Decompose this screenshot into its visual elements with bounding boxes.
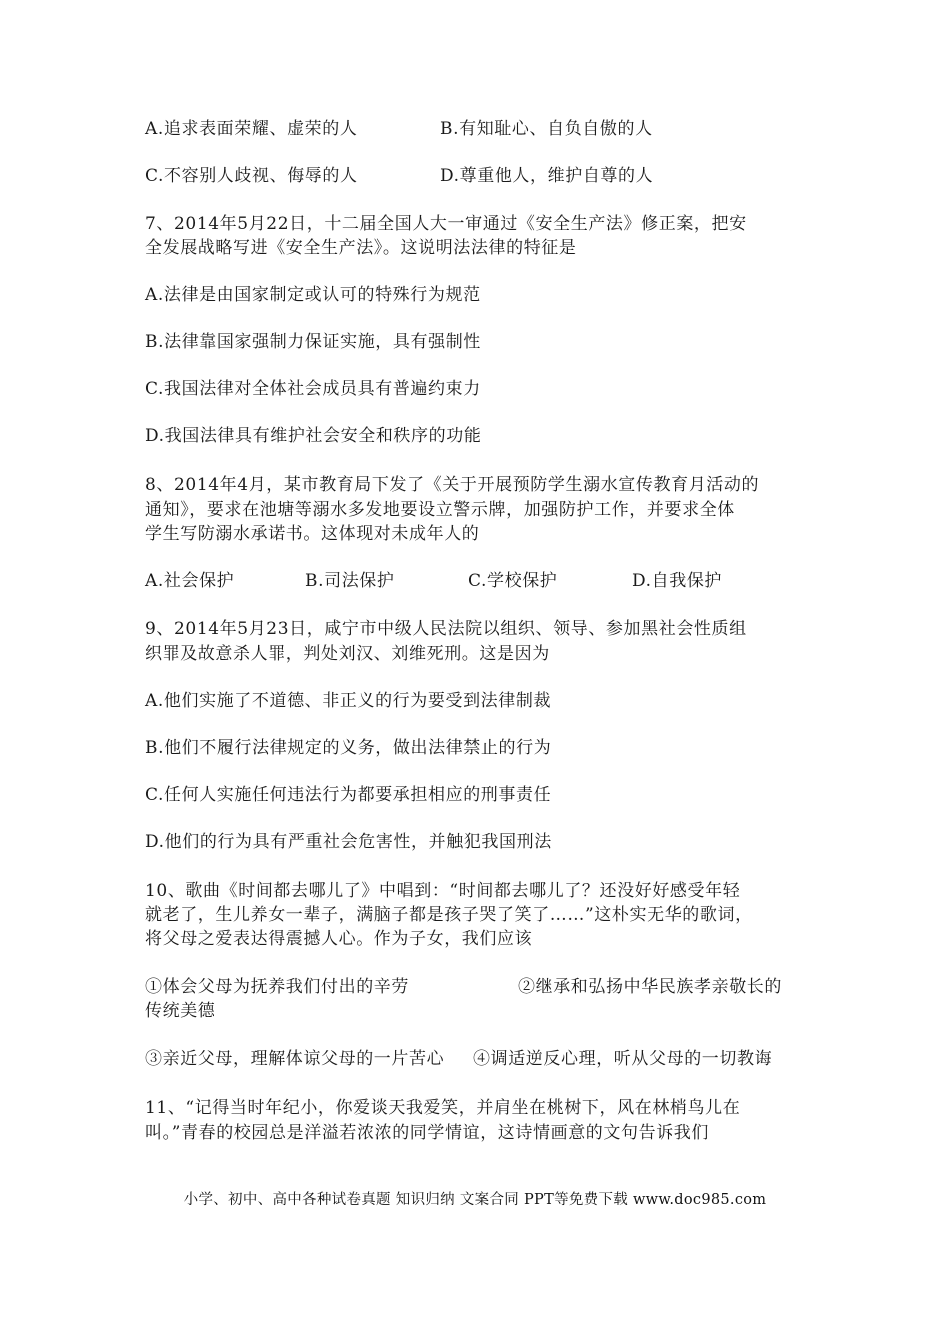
q8-option-b: B.司法保护 [305,571,395,591]
q10-stem-line-2: 就老了，生儿养女一辈子，满脑子都是孩子哭了笑了……”这朴实无华的歌词， [145,905,753,925]
q10-item-3: ③亲近父母，理解体谅父母的一片苦心 [145,1049,445,1069]
q8-stem-line-3: 学生写防溺水承诺书。这体现对未成年人的 [145,524,480,544]
q10-item-1: ①体会父母为抚养我们付出的辛劳 [145,977,409,997]
q7-stem-line-1: 7、2014年5月22日，十二届全国人大一审通过《安全生产法》修正案，把安 [145,214,747,234]
q8-option-d: D.自我保护 [632,571,723,591]
q7-stem-line-2: 全发展战略写进《安全生产法》。这说明法法律的特征是 [145,238,577,258]
q7-option-d: D.我国法律具有维护社会安全和秩序的功能 [145,426,482,446]
page-footer: 小学、初中、高中各种试卷真题 知识归纳 文案合同 PPT等免费下载 www.doc985.com [183,1192,767,1208]
q8-option-c: C.学校保护 [468,571,558,591]
q11-stem-line-1: 11、“记得当时年纪小，你爱谈天我爱笑，并肩坐在桃树下，风在林梢鸟儿在 [145,1098,741,1118]
q10-item-2-continued: 传统美德 [145,1001,216,1021]
q6-option-d: D.尊重他人，维护自尊的人 [440,166,654,186]
q8-stem-line-2: 通知》，要求在池塘等溺水多发地要设立警示牌，加强防护工作，并要求全体 [145,500,735,520]
q7-option-c: C.我国法律对全体社会成员具有普遍约束力 [145,379,481,399]
q8-option-a: A.社会保护 [145,571,235,591]
q6-option-a: A.追求表面荣耀、虚荣的人 [145,119,358,139]
q10-item-2: ②继承和弘扬中华民族孝亲敬长的 [518,977,782,997]
q10-stem-line-1: 10、歌曲《时间都去哪儿了》中唱到：“时间都去哪儿了？还没好好感受年轻 [145,881,741,901]
q10-stem-line-3: 将父母之爱表达得震撼人心。作为子女，我们应该 [145,929,533,949]
q8-stem-line-1: 8、2014年4月，某市教育局下发了《关于开展预防学生溺水宣传教育月活动的 [145,475,760,495]
q6-option-c: C.不容别人歧视、侮辱的人 [145,166,358,186]
q7-option-a: A.法律是由国家制定或认可的特殊行为规范 [145,285,481,305]
q9-option-d: D.他们的行为具有严重社会危害性，并触犯我国刑法 [145,832,552,852]
q9-option-a: A.他们实施了不道德、非正义的行为要受到法律制裁 [145,691,552,711]
q6-option-b: B.有知耻心、自负自傲的人 [440,119,653,139]
q7-option-b: B.法律靠国家强制力保证实施，具有强制性 [145,332,481,352]
q9-stem-line-1: 9、2014年5月23日，咸宁市中级人民法院以组织、领导、参加黑社会性质组 [145,619,747,639]
q9-stem-line-2: 织罪及故意杀人罪，判处刘汉、刘维死刑。这是因为 [145,644,550,664]
q10-item-4: ④调适逆反心理，听从父母的一切教诲 [473,1049,773,1069]
q11-stem-line-2: 叫。”青春的校园总是洋溢若浓浓的同学情谊，这诗情画意的文句告诉我们 [145,1123,709,1143]
q9-option-b: B.他们不履行法律规定的义务，做出法律禁止的行为 [145,738,552,758]
q9-option-c: C.任何人实施任何违法行为都要承担相应的刑事责任 [145,785,552,805]
